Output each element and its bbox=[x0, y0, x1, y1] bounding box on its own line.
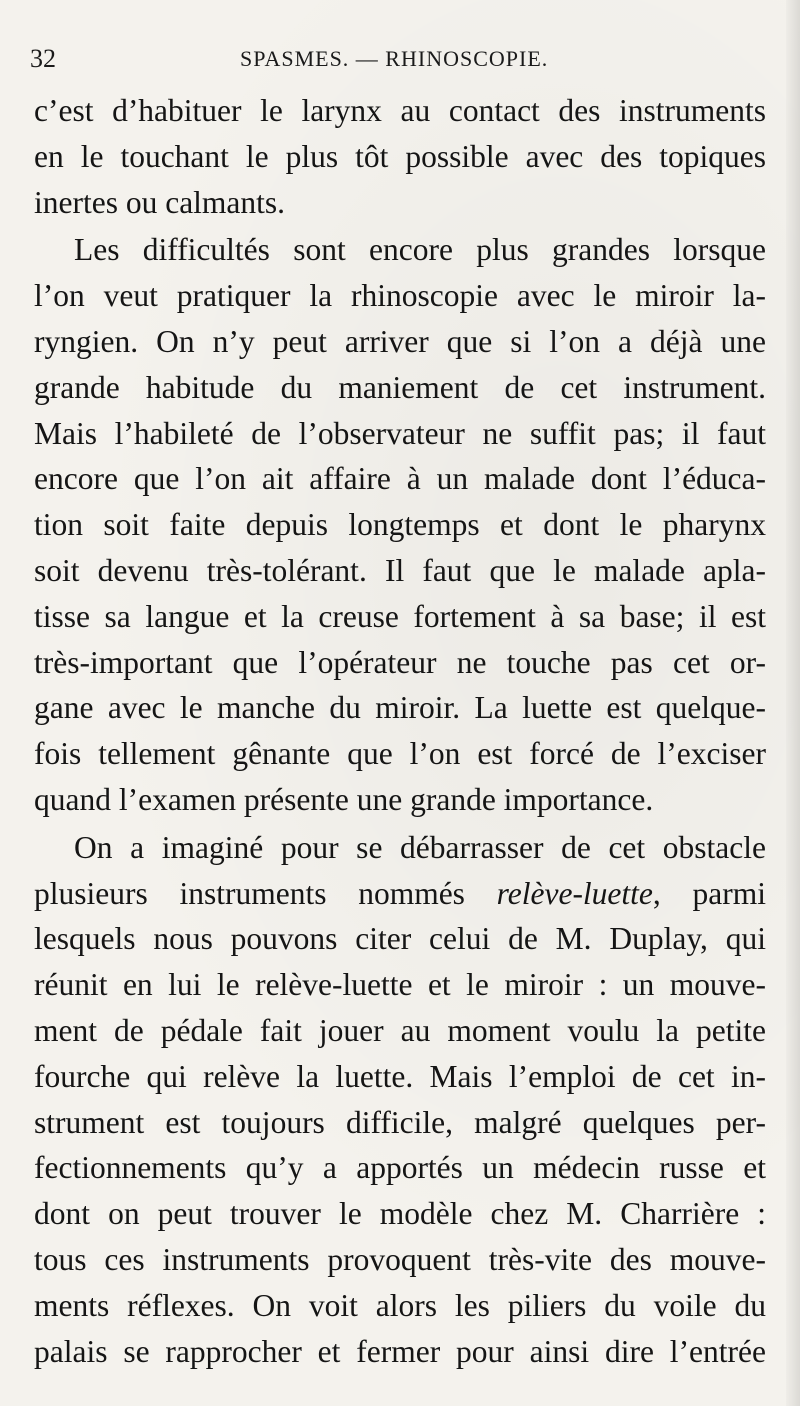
text-line: Les difficultés sont encore plus grandes lorsque bbox=[74, 232, 766, 268]
running-head: SPASMES. — RHINOSCOPIE. bbox=[240, 46, 549, 71]
page-edge-shadow bbox=[786, 0, 800, 1406]
text-line: tisse sa langue et la creuse fortement à sa base; il est bbox=[34, 598, 766, 634]
text-line: palais se rapprocher et fermer pour ainsi dire l’entrée bbox=[34, 1333, 766, 1369]
text-line: c’est d’habituer le larynx au contact des instruments bbox=[34, 93, 766, 128]
page-header bbox=[30, 44, 770, 84]
text-line: dont on peut trouver le modèle chez M. Charrière : bbox=[34, 1196, 766, 1232]
text-line: l’on veut pratiquer la rhinoscopie avec le miroir la- bbox=[34, 278, 766, 314]
text-line: tion soit faite depuis longtemps et dont le pharynx bbox=[34, 507, 766, 543]
text-line: ment de pédale fait jouer au moment voulu la petite bbox=[34, 1012, 766, 1048]
text-line: inertes ou calmants. bbox=[34, 184, 286, 220]
text-line: tous ces instruments provoquent très-vite des mouve- bbox=[34, 1241, 766, 1277]
text-line: grande habitude du maniement de cet instrument. bbox=[34, 369, 766, 405]
text-line: ryngien. On n’y peut arriver que si l’on a déjà une bbox=[34, 323, 766, 359]
text-line: quand l’examen présente une grande importance. bbox=[34, 781, 654, 817]
text-line-with-italic bbox=[34, 871, 766, 917]
italic-term: relève-luette bbox=[496, 875, 653, 911]
text-line: strument est toujours difficile, malgré quelques per- bbox=[34, 1104, 766, 1140]
text-line: fectionnements qu’y a apportés un médecin russe et bbox=[34, 1150, 766, 1186]
text-line: très-important que l’opérateur ne touche pas cet or- bbox=[34, 644, 766, 680]
text-line: soit devenu très-tolérant. Il faut que le malade apla- bbox=[34, 552, 766, 588]
text-line: réunit en lui le relève-luette et le miroir : un mouve- bbox=[34, 967, 766, 1003]
text-line: encore que l’on ait affaire à un malade dont l’éduca- bbox=[34, 461, 766, 497]
text-line: en le touchant le plus tôt possible avec des topiques bbox=[34, 138, 766, 174]
text-line: lesquels nous pouvons citer celui de M. Duplay, qui bbox=[34, 921, 766, 957]
text-line: On a imaginé pour se débarrasser de cet obstacle bbox=[74, 829, 766, 865]
text-line: gane avec le manche du miroir. La luette est quelque- bbox=[34, 690, 766, 726]
text-line: ments réflexes. On voit alors les piliers du voile du bbox=[34, 1287, 766, 1323]
text-line: fourche qui relève la luette. Mais l’emploi de cet in- bbox=[34, 1058, 766, 1094]
text-fragment: , parmi bbox=[652, 875, 766, 911]
text-fragment: plusieurs instruments nommés bbox=[34, 875, 497, 911]
text-line: Mais l’habileté de l’observateur ne suffit pas; il faut bbox=[34, 415, 766, 451]
text-line: fois tellement gênante que l’on est forcé de l’exciser bbox=[34, 736, 766, 772]
body-text bbox=[34, 88, 766, 1374]
page-number: 32 bbox=[30, 44, 56, 73]
